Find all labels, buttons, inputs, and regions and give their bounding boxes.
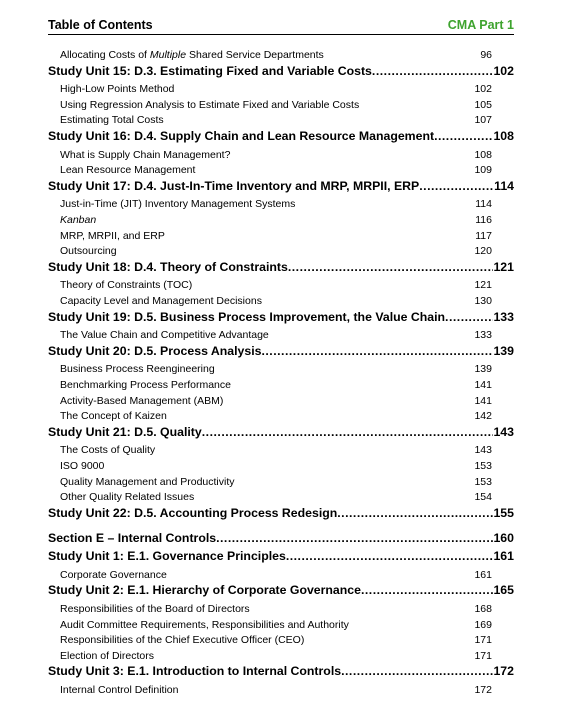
toc-page-number: 165 (493, 583, 514, 598)
toc-heading[interactable] (48, 129, 514, 145)
toc-entry-label: MRP, MRPII, and ERP (60, 229, 165, 242)
toc-page-number: 116 (475, 214, 492, 226)
toc-entry-label: Study Unit 2: E.1. Hierarchy of Corporate Governance (48, 583, 361, 598)
toc-entry-label: Corporate Governance (60, 568, 167, 581)
toc-page-number: 171 (474, 634, 492, 647)
toc-entry-label: Using Regression Analysis to Estimate Fixed and Variable Costs (60, 98, 360, 111)
toc-page-number: 153 (474, 460, 492, 472)
toc-heading[interactable] (48, 531, 514, 547)
toc-entry-label: ISO 9000 (60, 460, 105, 472)
toc-entry-label: Internal Control Definition (60, 684, 179, 697)
toc-page-number: 141 (474, 394, 492, 407)
toc-entry[interactable] (48, 603, 514, 618)
toc-heading[interactable] (48, 64, 514, 80)
dot-leader (419, 179, 494, 193)
toc-page-number: 161 (493, 549, 514, 564)
toc-page-number: 139 (493, 343, 514, 358)
toc-page-number: 108 (474, 148, 492, 161)
toc-page-number: 114 (475, 198, 492, 211)
dot-leader (337, 506, 493, 520)
toc-entry[interactable] (48, 379, 514, 394)
dot-leader (341, 664, 493, 678)
toc-entry-label: Election of Directors (60, 649, 154, 662)
toc-entry-label: Audit Committee Requirements, Responsibilities and Authority (60, 618, 349, 631)
toc-page-number: 133 (474, 329, 492, 342)
dot-leader (445, 310, 493, 324)
toc-entry[interactable] (48, 395, 514, 410)
toc-entry-label: Study Unit 17: D.4. Just-In-Time Inventory and MRP, MRPII, ERP (48, 178, 420, 193)
toc-entry[interactable] (48, 164, 514, 179)
toc-page-number: 160 (493, 530, 514, 545)
toc-page-number: 171 (474, 649, 492, 662)
toc-entry[interactable] (48, 569, 514, 584)
toc-entry[interactable] (48, 329, 514, 344)
toc-entry[interactable] (48, 230, 514, 245)
toc-entry[interactable] (48, 650, 514, 665)
toc-heading[interactable] (48, 310, 514, 326)
toc-entry-label: Section E – Internal Controls (48, 530, 217, 545)
toc-entry[interactable] (48, 99, 514, 114)
toc-page-number: 141 (474, 379, 492, 391)
toc-page-number: 108 (493, 128, 514, 143)
toc-page-number: 114 (494, 178, 514, 193)
toc-entry[interactable] (48, 295, 514, 310)
toc-entry-label: Responsibilities of the Chief Executive Officer (CEO) (60, 634, 305, 647)
page-header (48, 18, 514, 34)
toc-entry-label: The Costs of Quality (60, 444, 156, 457)
toc-heading[interactable] (48, 179, 514, 195)
toc-heading[interactable] (48, 583, 514, 599)
toc-page-number: 143 (474, 444, 492, 457)
toc-page-number: 172 (493, 664, 514, 679)
toc-page-number: 154 (474, 491, 492, 504)
toc-heading[interactable] (48, 260, 514, 276)
toc-entry-label: Just-in-Time (JIT) Inventory Management Systems (60, 198, 296, 211)
toc-entry-label: Outsourcing (60, 245, 117, 258)
toc-entry[interactable] (48, 634, 514, 649)
toc-entry-label (60, 49, 324, 61)
toc-entry[interactable] (48, 444, 514, 459)
toc-page-number: 143 (493, 424, 514, 439)
toc-page-number: 96 (480, 49, 492, 61)
toc-entry-label: Benchmarking Process Performance (60, 379, 231, 391)
toc-entry[interactable] (48, 149, 514, 164)
toc-entry-label: Study Unit 22: D.5. Accounting Process Redesign (48, 505, 338, 520)
toc-page-number: 169 (474, 618, 492, 631)
dot-leader (434, 129, 493, 143)
toc-page-number: 102 (493, 63, 514, 78)
toc-page-number: 133 (493, 309, 514, 324)
toc-heading[interactable] (48, 506, 514, 522)
toc-entry-label: Quality Management and Productivity (60, 475, 235, 488)
toc-page-number: 117 (475, 229, 492, 242)
toc-page-number: 107 (474, 114, 492, 127)
toc-entry-label: The Value Chain and Competitive Advantage (60, 329, 269, 342)
toc-entry[interactable] (48, 114, 514, 129)
toc-entry-label: Study Unit 15: D.3. Estimating Fixed and Variable Costs (48, 63, 372, 78)
toc-entry-label: Study Unit 18: D.4. Theory of Constraints (48, 259, 288, 274)
toc-heading[interactable] (48, 549, 514, 565)
toc-entry-label-part: Allocating Costs of (60, 49, 150, 61)
toc-page-number: 153 (474, 475, 492, 488)
toc-entry[interactable] (48, 83, 514, 98)
toc-entry-label: Study Unit 3: E.1. Introduction to Internal Controls (48, 664, 342, 679)
toc-entry-label: Activity-Based Management (ABM) (60, 394, 224, 407)
toc-entry-label: Theory of Constraints (TOC) (60, 279, 193, 292)
toc-entry-label: Study Unit 20: D.5. Process Analysis (48, 343, 262, 358)
toc-page-number: 105 (474, 98, 492, 111)
dot-leader (202, 425, 494, 439)
toc-entry[interactable] (48, 214, 514, 229)
toc-entry[interactable] (48, 491, 514, 506)
toc-entry-label: Lean Resource Management (60, 164, 196, 177)
toc-entry-label: Study Unit 19: D.5. Business Process Improvement, the Value Chain (48, 309, 446, 324)
toc-heading[interactable] (48, 425, 514, 441)
toc-entry[interactable] (48, 363, 514, 378)
toc-entry-label: Other Quality Related Issues (60, 491, 195, 504)
toc-entry[interactable] (48, 619, 514, 634)
toc-page-number: 130 (474, 295, 492, 307)
toc-page-number: 172 (474, 684, 492, 697)
toc-entry-label: Kanban (60, 214, 97, 226)
toc-entry-label: Study Unit 21: D.5. Quality (48, 424, 202, 439)
toc-entry[interactable] (48, 476, 514, 491)
toc-page-number: 121 (474, 279, 492, 292)
toc-entry[interactable] (48, 684, 514, 699)
toc-entry[interactable] (48, 279, 514, 294)
dot-leader (372, 64, 494, 78)
toc-entry-label: Study Unit 16: D.4. Supply Chain and Lean Resource Management (48, 128, 435, 143)
page-title: Table of Contents (48, 18, 153, 32)
toc-entry[interactable] (48, 49, 514, 64)
toc-page-number: 102 (474, 83, 492, 96)
dot-leader (261, 344, 493, 358)
dot-leader (288, 260, 494, 274)
toc-entry-label: Business Process Reengineering (60, 363, 215, 376)
toc-page-number: 121 (493, 259, 514, 274)
toc-page-number: 168 (474, 603, 492, 616)
toc-page-number: 161 (474, 568, 492, 581)
toc-page-number: 120 (474, 245, 492, 258)
toc-entry-label: Responsibilities of the Board of Directors (60, 603, 250, 616)
toc-entry-label-part: Multiple (149, 49, 187, 61)
toc-heading[interactable] (48, 344, 514, 360)
dot-leader (361, 583, 494, 597)
toc-entry-label: Study Unit 1: E.1. Governance Principles (48, 549, 286, 564)
toc-entry[interactable] (48, 460, 514, 475)
toc-entry-label: Estimating Total Costs (60, 114, 164, 127)
dot-leader (216, 531, 493, 545)
toc-entry-label: Capacity Level and Management Decisions (60, 295, 262, 307)
toc-entry[interactable] (48, 245, 514, 260)
toc-entry-label: What is Supply Chain Management? (60, 148, 231, 161)
toc-entry[interactable] (48, 410, 514, 425)
toc-entry-label: High-Low Points Method (60, 83, 175, 96)
header-rule (48, 34, 514, 35)
toc-page-number: 139 (474, 363, 492, 376)
toc-entry-label: The Concept of Kaizen (60, 410, 167, 423)
dot-leader (286, 549, 494, 563)
toc-entry[interactable] (48, 198, 514, 213)
toc-page-number: 155 (493, 505, 514, 520)
part-label: CMA Part 1 (447, 18, 514, 32)
toc-entry-label-part: Shared Service Departments (186, 49, 324, 61)
toc-page-number: 142 (474, 410, 492, 423)
toc-page-number: 109 (474, 164, 492, 177)
toc-heading[interactable] (48, 664, 514, 680)
